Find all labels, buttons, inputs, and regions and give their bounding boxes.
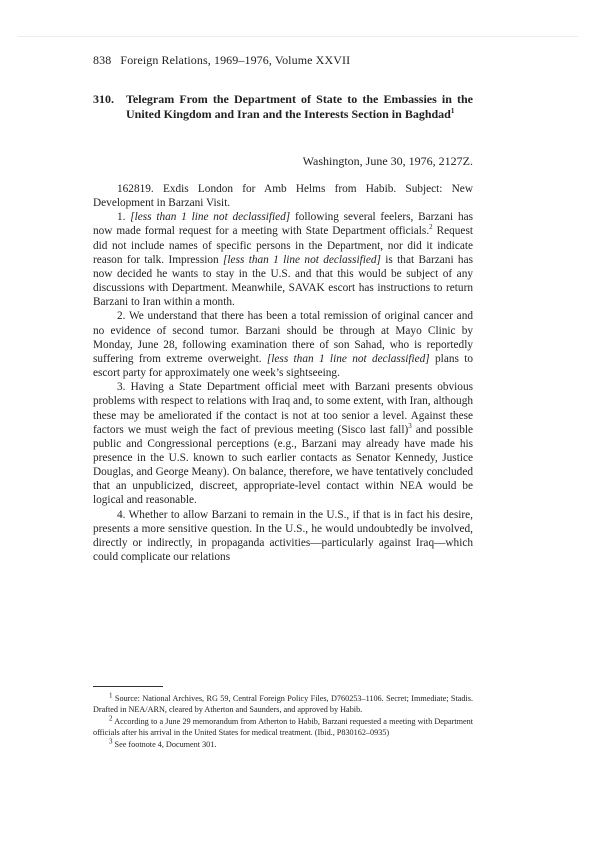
document-body: [93, 182, 473, 564]
footnote-reference: 2: [429, 223, 433, 232]
running-header: [93, 53, 350, 68]
redaction-note: [less than 1 line not declassified]: [223, 253, 381, 266]
paragraph-text: 3. Having a State Department official meet with Barzani presents obvious problems with respect to relations with Iraq and, to some extent, with Iran, although these may be ameliorated if the contact is not at too senior a level. Against these factors we must weigh the fact of previous meeting (Sisco last fall): [93, 381, 473, 436]
document-heading: [93, 92, 473, 122]
paragraph-text: 162819. Exdis London for Amb Helms from Habib. Subject: New Development in Barzani Visit.: [93, 183, 473, 210]
paragraph-text: Request did not include names of specific persons in the Department, nor did it indicate reason for talk. Impression: [93, 225, 473, 266]
paragraph-text: 4. Whether to allow Barzani to remain in the U.S., if that is in fact his desire, presents a more sensitive question. In the U.S., he would undoubtedly be involved, directly or indirectly, in propaganda activities—particularly against Iraq—which could complicate our relations: [93, 508, 473, 564]
footnote: [93, 737, 473, 751]
title-footnote-mark: 1: [450, 107, 455, 115]
footnote-mark: 1: [109, 691, 113, 700]
footnote-text: See footnote 4, Document 301.: [114, 740, 217, 750]
series-title: Foreign Relations, 1969–1976, Volume XXVII: [120, 53, 351, 67]
footnote-reference: 3: [408, 421, 412, 430]
paragraph-text: 2. We understand that there has been a total remission of original cancer and no evidence of second tumor. Barzani should be through at Mayo Clinic by Monday, June 28, following examination there of son Sahad, who is reportedly suffering from extreme overweight.: [93, 310, 473, 365]
paragraph-text: 1.: [117, 211, 131, 224]
dateline: Washington, June 30, 1976, 2127Z.: [302, 154, 473, 168]
footnotes-section: [93, 691, 474, 753]
body-paragraph: [93, 210, 473, 309]
redaction-note: [less than 1 line not declassified]: [266, 352, 430, 365]
page-number: 838: [93, 53, 112, 67]
document-number: 310.: [93, 92, 114, 106]
body-paragraph: [93, 182, 473, 210]
footnote-text: Source: National Archives, RG 59, Central Foreign Policy Files, D760253–1106. Secret; Immediate; Stadis. Drafted in NEA/ARN, cleared by Atherton and Saunders, and approved by Habib.: [93, 694, 474, 714]
body-paragraph: [93, 309, 473, 380]
footnote-divider: [93, 686, 163, 687]
footnote-text: According to a June 29 memorandum from Atherton to Habib, Barzani requested a meeting with Department officials after his arrival in the United States for medical treatment. (Ibid., P830162–0935): [93, 717, 473, 737]
footnote: [93, 691, 474, 715]
body-paragraph: [93, 508, 473, 565]
footnote-mark: 3: [109, 737, 113, 746]
page-top-divider: [18, 36, 578, 37]
paragraph-text: is that Barzani has now decided he wants to stay in the U.S. and that this would be subject of any discussions with Department. Meanwhile, SAVAK escort has instructions to return Barzani to Iran within a month.: [93, 253, 473, 309]
document-title: [126, 92, 473, 122]
redaction-note: [less than 1 line not declassified]: [130, 211, 291, 224]
footnote-mark: 2: [109, 714, 113, 723]
footnote: [93, 714, 473, 738]
paragraph-text: plans to escort party for approximately one week’s sightseeing.: [93, 352, 473, 380]
paragraph-text: and possible public and Congressional perceptions (e.g., Barzani may already have made his presence in the U.S. known to such earlier contacts as Senator Kennedy, Justice Douglas, and George Meany). On balance, therefore, we have tentatively concluded that an unpublicized, discreet, appropriate-level contact within NEA would be logical and reasonable.: [93, 423, 473, 507]
body-paragraph: [93, 380, 473, 507]
document-title-text: Telegram From the Department of State to the Embassies in the United Kingdom and Iran and the Interests Section in Baghdad: [126, 92, 473, 121]
paragraph-text: following several feelers, Barzani has now made formal request for a meeting with State Department officials.: [93, 211, 474, 238]
